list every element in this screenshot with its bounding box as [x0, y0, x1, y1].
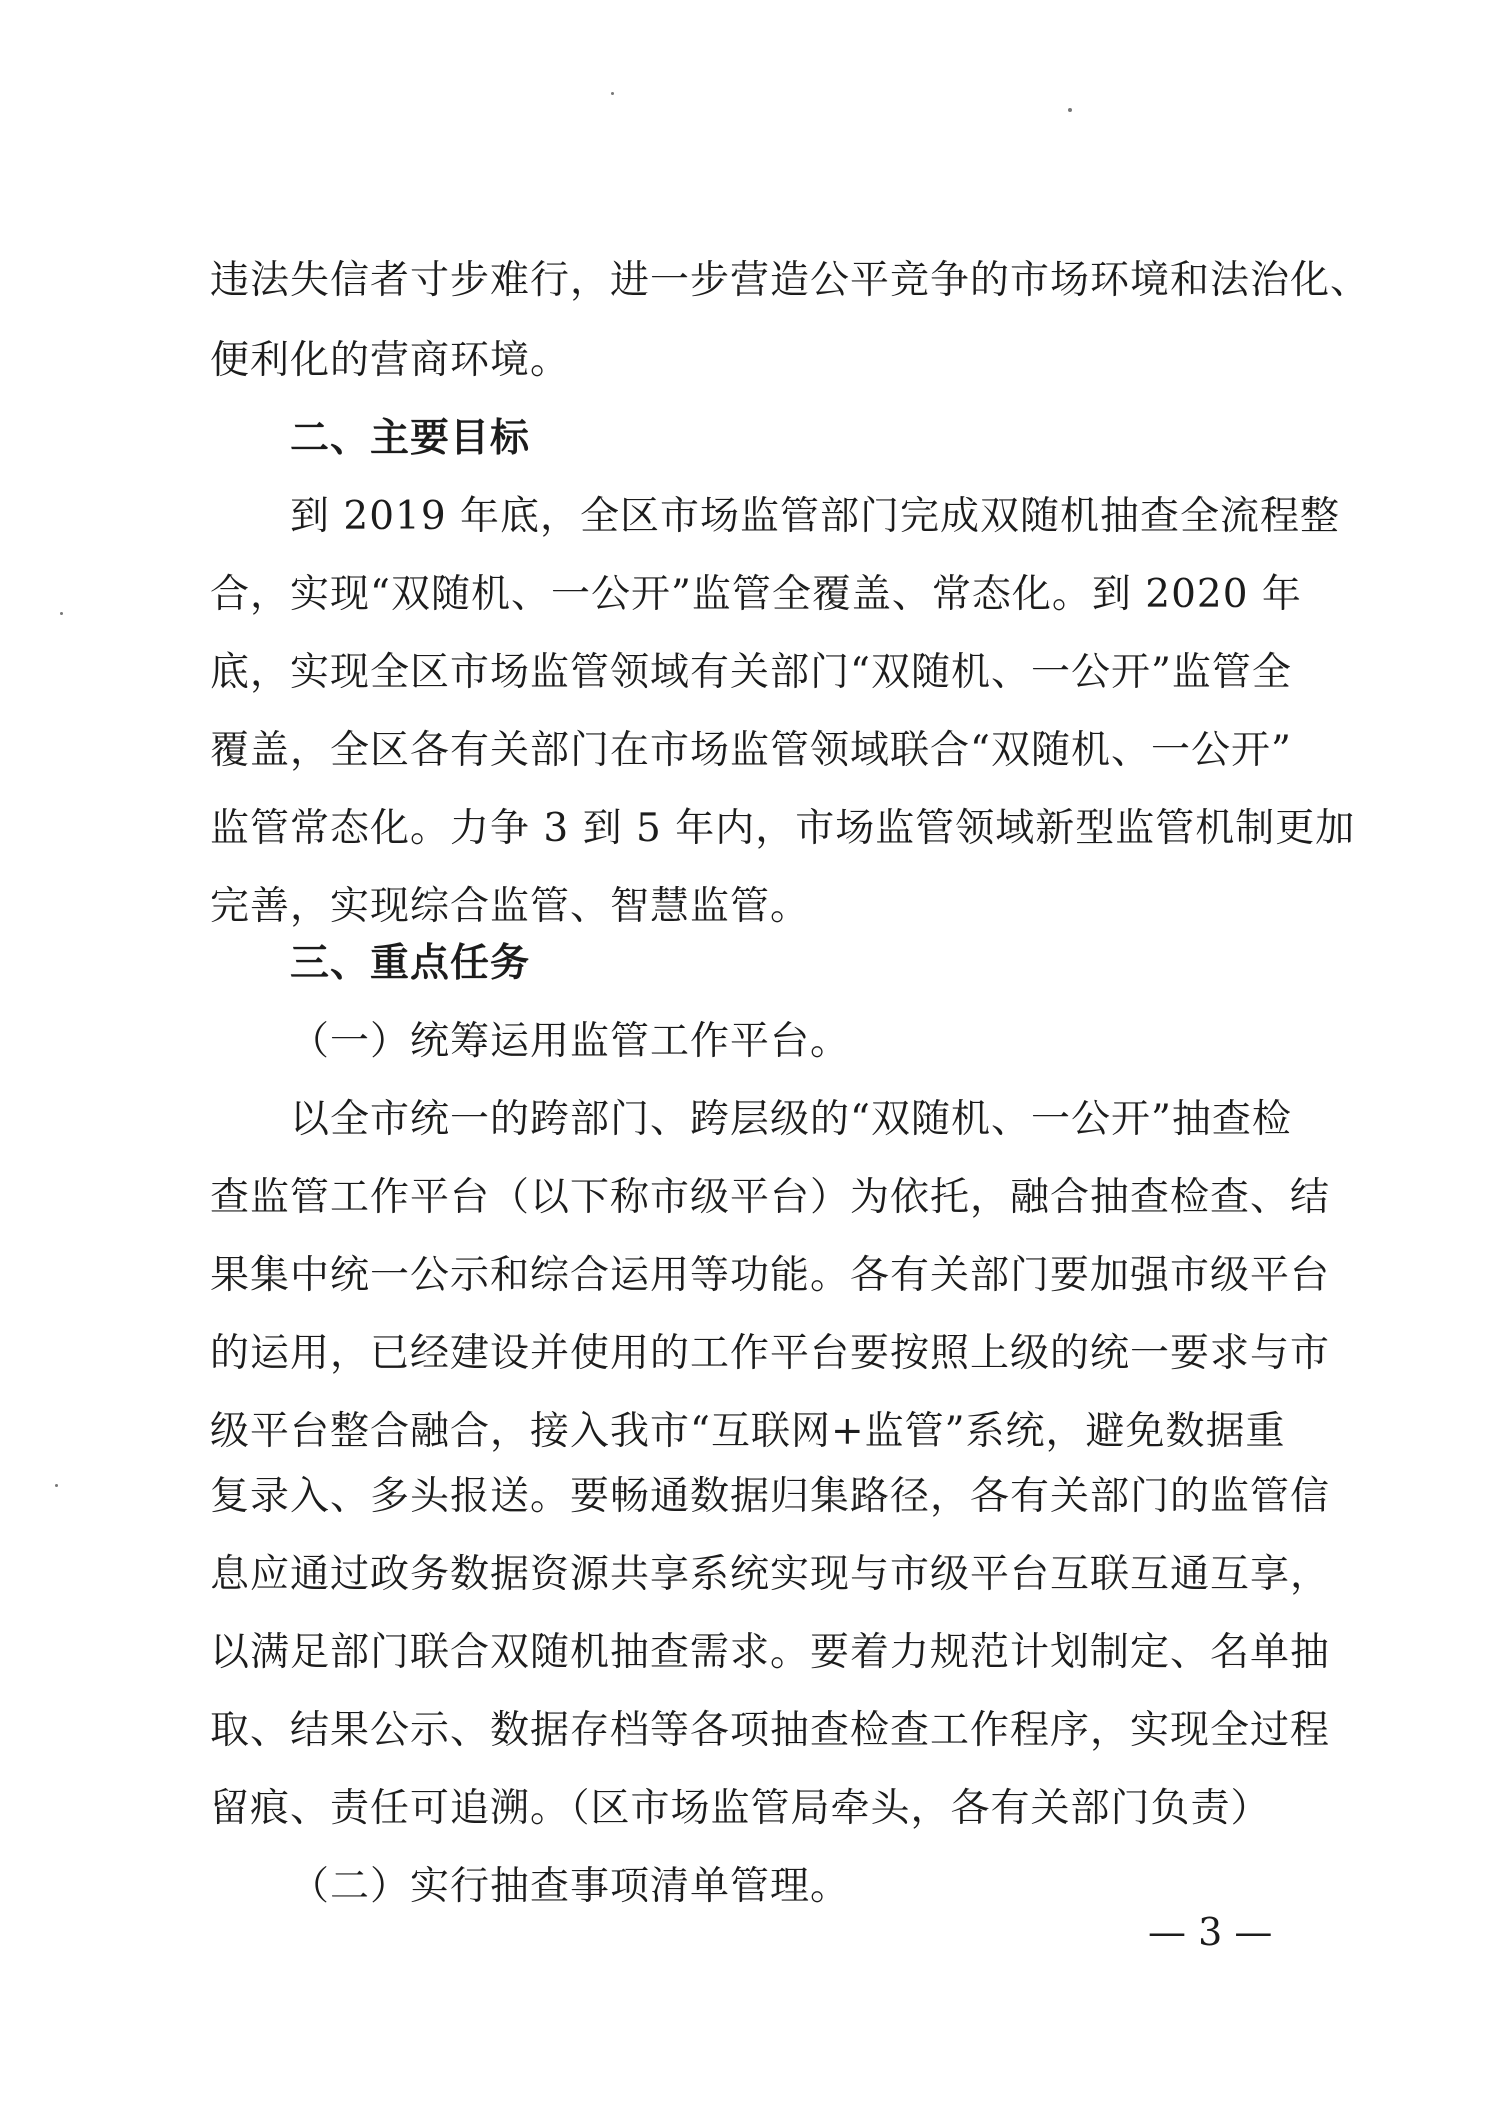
scan-speck [611, 92, 614, 95]
section-heading-main-goals: 二、主要目标 [290, 416, 531, 461]
body-text-line: 底，实现全区市场监管领域有关部门“双随机、一公开”监管全 [210, 650, 1292, 695]
body-text-line: 的运用，已经建设并使用的工作平台要按照上级的统一要求与市 [210, 1331, 1331, 1376]
scan-speck [1068, 108, 1072, 112]
body-text-line: 查监管工作平台（以下称市级平台）为依托，融合抽查检查、结 [210, 1175, 1331, 1220]
body-text-line: 便利化的营商环境。 [210, 338, 571, 383]
scan-speck [55, 1484, 58, 1487]
body-text-line: 违法失信者寸步难行，进一步营造公平竞争的市场环境和法治化、 [210, 258, 1371, 303]
body-text-line: 到 2019 年底，全区市场监管部门完成双随机抽查全流程整 [290, 494, 1341, 539]
body-text-line: 监管常态化。力争 3 到 5 年内，市场监管领域新型监管机制更加 [210, 806, 1356, 851]
body-text-line: 以全市统一的跨部门、跨层级的“双随机、一公开”抽查检 [290, 1097, 1292, 1142]
body-text-line: 完善，实现综合监管、智慧监管。 [210, 884, 811, 929]
subsection-heading-1: （一）统筹运用监管工作平台。 [290, 1019, 851, 1064]
body-text-line: 取、结果公示、数据存档等各项抽查检查工作程序，实现全过程 [210, 1708, 1331, 1753]
scan-speck [60, 612, 63, 615]
body-text-line: 留痕、责任可追溯。（区市场监管局牵头，各有关部门负责） [210, 1786, 1271, 1831]
body-text-line: 合，实现“双随机、一公开”监管全覆盖、常态化。到 2020 年 [210, 572, 1302, 617]
body-text-line: 复录入、多头报送。要畅通数据归集路径，各有关部门的监管信 [210, 1474, 1331, 1519]
body-text-line: 息应通过政务数据资源共享系统实现与市级平台互联互通互享， [210, 1552, 1331, 1597]
body-text-line: 以满足部门联合双随机抽查需求。要着力规范计划制定、名单抽 [210, 1630, 1331, 1675]
subsection-heading-2: （二）实行抽查事项清单管理。 [290, 1864, 851, 1909]
section-heading-key-tasks: 三、重点任务 [290, 941, 531, 986]
page-number: — 3 — [1148, 1910, 1273, 1954]
body-text-line: 覆盖，全区各有关部门在市场监管领域联合“双随机、一公开” [210, 728, 1292, 773]
body-text-line: 果集中统一公示和综合运用等功能。各有关部门要加强市级平台 [210, 1253, 1331, 1298]
body-text-line: 级平台整合融合，接入我市“互联网+监管”系统，避免数据重 [210, 1409, 1286, 1454]
